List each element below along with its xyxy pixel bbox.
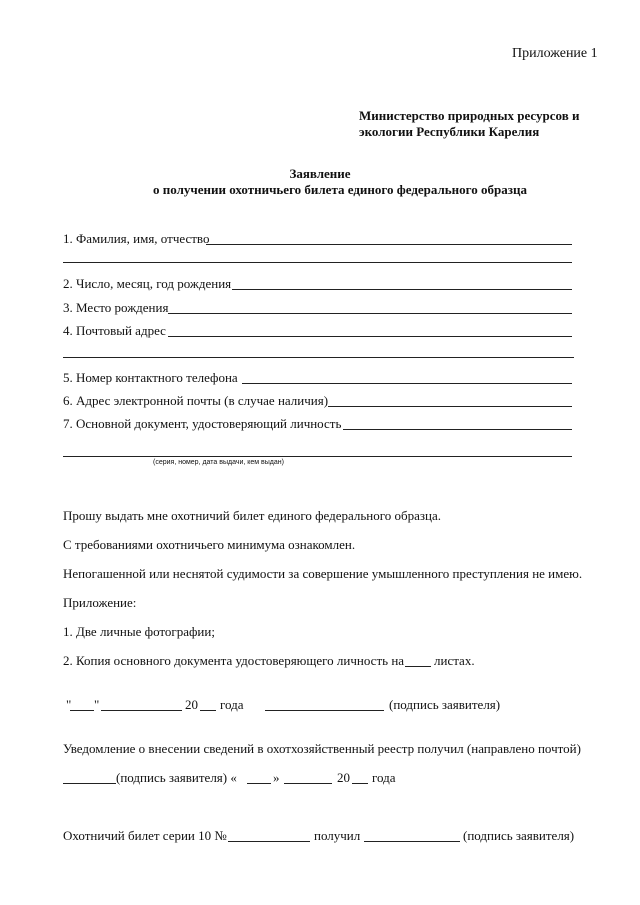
- field-full-name-input[interactable]: [206, 244, 572, 245]
- request-text: Прошу выдать мне охотничий билет единого федерального образца.: [63, 508, 442, 523]
- notice-day-input[interactable]: [247, 783, 271, 784]
- notice-year-prefix: 20: [337, 770, 350, 785]
- ticket-series-label: Охотничий билет серии 10 №: [63, 828, 227, 843]
- ticket-signature-input[interactable]: [364, 841, 460, 842]
- date-day-input[interactable]: [70, 710, 94, 711]
- notice-signature-label: (подпись заявителя) «: [116, 770, 237, 785]
- date-year-prefix: 20: [185, 697, 198, 712]
- addressee-line-2: экологии Республики Карелия: [359, 124, 540, 139]
- field-email-label: 6. Адрес электронной почты (в случае наличия): [63, 393, 329, 408]
- addressee-line-1: Министерство природных ресурсов и: [359, 108, 580, 123]
- field-full-name-input-2[interactable]: [63, 262, 572, 263]
- document-subtitle: о получении охотничьего билета единого федерального образца: [153, 182, 527, 197]
- field-email-input[interactable]: [328, 406, 572, 407]
- date-month-input[interactable]: [101, 710, 182, 711]
- date-quote-close: ": [94, 697, 100, 712]
- field-phone-input[interactable]: [242, 383, 572, 384]
- field-birth-place-label: 3. Место рождения: [63, 300, 169, 315]
- field-phone-label: 5. Номер контактного телефона: [63, 370, 238, 385]
- notice-year-input[interactable]: [352, 783, 368, 784]
- field-postal-address-input-2[interactable]: [63, 357, 574, 358]
- appendix-label: Приложение 1: [512, 46, 598, 61]
- date-year-input[interactable]: [200, 710, 216, 711]
- attachments-heading: Приложение:: [63, 595, 137, 610]
- field-birth-date-label: 2. Число, месяц, год рождения: [63, 276, 232, 291]
- ticket-number-input[interactable]: [228, 841, 310, 842]
- field-id-document-input-2[interactable]: [63, 456, 572, 457]
- notice-text: Уведомление о внесении сведений в охотхозяйственный реестр получил (направлено почтой): [63, 741, 581, 756]
- field-id-document-input[interactable]: [343, 429, 572, 430]
- notice-month-input[interactable]: [284, 783, 332, 784]
- field-id-document-label: 7. Основной документ, удостоверяющий личность: [63, 416, 342, 431]
- id-document-caption: (серия, номер, дата выдачи, кем выдан): [153, 459, 284, 466]
- field-full-name-label: 1. Фамилия, имя, отчество: [63, 231, 210, 246]
- applicant-signature-input[interactable]: [265, 710, 384, 711]
- ticket-received-label: получил: [314, 828, 361, 843]
- field-postal-address-input[interactable]: [168, 336, 572, 337]
- attachment-item-1: 1. Две личные фотографии;: [63, 624, 215, 639]
- notice-quote-close: »: [273, 770, 280, 785]
- field-postal-address-label: 4. Почтовый адрес: [63, 323, 166, 338]
- attachment-item-2: 2. Копия основного документа удостоверяющего личность на: [63, 653, 405, 668]
- notice-signature-input[interactable]: [63, 783, 116, 784]
- date-quote-open: ": [66, 697, 72, 712]
- field-birth-place-input[interactable]: [168, 313, 572, 314]
- attachment-item-2-suffix: листах.: [434, 653, 475, 668]
- notice-year-suffix: года: [372, 770, 396, 785]
- acknowledgement-text: С требованиями охотничьего минимума ознакомлен.: [63, 537, 356, 552]
- attachment-pages-input[interactable]: [405, 666, 431, 667]
- date-year-suffix: года: [220, 697, 244, 712]
- ticket-signature-label: (подпись заявителя): [463, 828, 575, 843]
- document-title: Заявление: [289, 166, 351, 181]
- no-conviction-text: Непогашенной или неснятой судимости за совершение умышленного преступления не имею.: [63, 566, 583, 581]
- field-birth-date-input[interactable]: [232, 289, 572, 290]
- applicant-signature-label: (подпись заявителя): [389, 697, 501, 712]
